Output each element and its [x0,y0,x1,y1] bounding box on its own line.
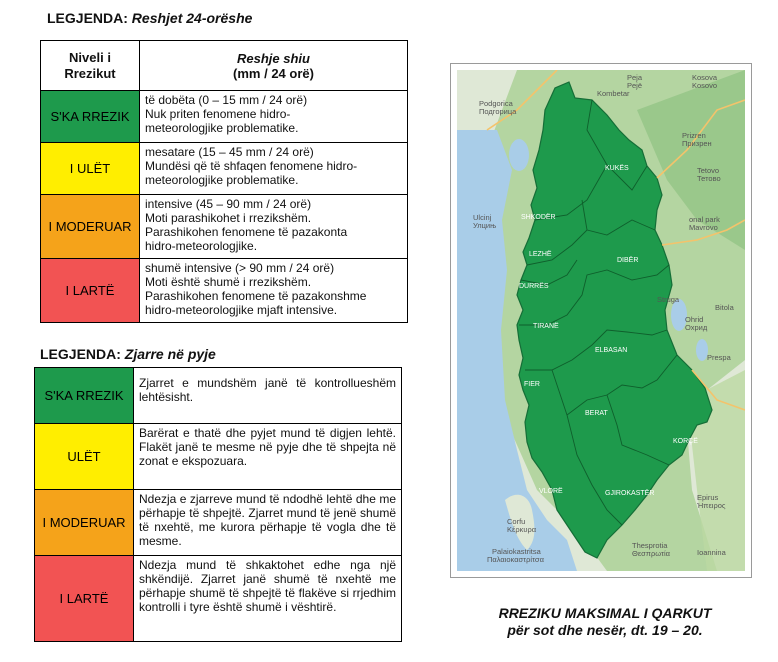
rain-desc-low-line: mesatare (15 – 45 mm / 24 orë) [145,145,314,159]
place-label: Κέρκυρα [507,525,537,534]
region-label-tirane: TIRANË [533,323,559,330]
place-label: Kosovo [692,81,718,90]
place-label: Peja [627,73,643,82]
rain-desc-high-line: hidro-meteorologjike mjaft intensive. [145,303,338,317]
place-label: Ulcinj [473,213,492,222]
place-label: Ioannina [697,548,726,557]
fire-desc-none: Zjarret e mundshëm janë të kontrollueshëm lehtësisht. [134,368,402,424]
place-label: Epirus [697,493,719,502]
place-label: Ohrid [685,315,704,324]
place-label: Охрид [685,323,708,332]
place-label: Podgorica [479,99,513,108]
place-label: Bitola [715,303,734,312]
rain-desc-none [140,91,408,143]
place-label: Mavrovo [689,223,718,232]
rain-header-desc [140,41,408,91]
rain-level-high: I LARTË [41,259,140,323]
fire-desc-high: Ndezja mund të shkaktohet edhe nga një shkëndijë. Zjarret janë shumë të nxehtë me përhapje shumë të shpejtë të flakëve si rrjedhim kontrolli i tyre është shumë i vështirë. [134,556,402,642]
place-label: Подгорица [479,107,517,116]
place-label: Struga [657,295,680,304]
fire-row-none [35,368,402,424]
place-label: Улцињ [473,221,497,230]
fire-level-low: ULËT [35,424,134,490]
region-label-diber: DIBËR [617,257,639,264]
rain-desc-none-line: meteorologjike problematike. [145,121,299,135]
fire-level-moderate: I MODERUAR [35,490,134,556]
place-label: Corfu [507,517,526,526]
fire-legend-title-bold: LEGJENDA: [40,346,121,362]
place-label: Призрен [682,139,712,148]
rain-desc-high-line: Parashikohen fenomene të pazakonshme [145,289,367,303]
place-label: Тетово [697,174,721,183]
rain-header-level [41,41,140,91]
place-label: Tetovo [697,166,720,175]
albania-map-svg [457,70,745,571]
map-frame [450,63,752,578]
region-label-kukes: KUKËS [605,165,629,172]
place-label: Kombetar [597,89,630,98]
rain-row-none [41,91,408,143]
rain-desc-low-line: meteorologjike problematike. [145,173,299,187]
fire-legend-title [40,346,216,362]
place-label: Pejë [627,81,643,90]
place-label: onal park [689,215,720,224]
rain-row-high [41,259,408,323]
fire-legend-title-italic: Zjarre në pyje [124,346,216,362]
rain-legend-table [40,40,408,323]
region-label-gjirokaster: GJIROKASTËR [605,490,655,497]
map-area[interactable] [457,70,745,571]
rain-desc-moderate [140,195,408,259]
fire-row-low [35,424,402,490]
map-caption-line2: për sot dhe nesër, dt. 19 – 20. [507,622,703,638]
rain-header-level-line1: Niveli i [69,49,111,65]
region-label-fier: FIER [524,381,540,388]
rain-level-low: I ULËT [41,143,140,195]
rain-desc-low [140,143,408,195]
region-label-lezhe: LEZHË [529,251,552,258]
region-label-durres: DURRËS [519,283,549,290]
rain-level-none: S'KA RREZIK [41,91,140,143]
rain-header-desc-line1: Reshje shiu [237,50,310,66]
place-label: Prespa [707,353,731,362]
lake-shkoder [509,139,529,171]
rain-level-moderate: I MODERUAR [41,195,140,259]
region-label-vlore: VLORË [539,488,563,495]
place-label: Ήπειρος [697,501,726,510]
map-caption-line1: RREZIKU MAKSIMAL I QARKUT [498,605,712,621]
fire-desc-low: Barërat e thatë dhe pyjet mund të digjen lehtë. Flakët janë te mesme në pyje dhe të shpejta në zonat e ekspozuara. [134,424,402,490]
place-label: Prizren [682,131,706,140]
rain-desc-high-line: shumë intensive (> 90 mm / 24 orë) [145,261,335,275]
place-label: Palaiokastritsa [492,547,541,556]
fire-level-high: I LARTË [35,556,134,642]
fire-legend-table [34,367,402,642]
rain-desc-low-line: Mundësi që të shfaqen fenomene hidro- [145,159,358,173]
fire-level-none: S'KA RREZIK [35,368,134,424]
rain-desc-high-line: Moti është shumë i rrezikshëm. [145,275,312,289]
rain-desc-moderate-line: intensive (45 – 90 mm / 24 orë) [145,197,312,211]
rain-legend-title-italic: Reshjet 24-orëshe [131,10,253,26]
rain-row-low [41,143,408,195]
place-label: Thesprotia [632,541,668,550]
rain-legend-title [47,10,252,26]
rain-desc-moderate-line: Parashikohen fenomene të pazakonta [145,225,348,239]
place-label: Θεσπρωτία [632,549,670,558]
fire-row-high [35,556,402,642]
place-label: Kosova [692,73,718,82]
rain-header-level-line2: Rrezikut [64,65,116,81]
rain-desc-none-line: Nuk priten fenomene hidro- [145,107,291,121]
place-label: Παλαιοκαστρίτσα [487,555,544,564]
map-caption [455,605,755,639]
rain-legend-title-bold: LEGJENDA: [47,10,128,26]
rain-desc-moderate-line: Moti parashikohet i rrezikshëm. [145,211,312,225]
rain-desc-none-line: të dobëta (0 – 15 mm / 24 orë) [145,93,308,107]
rain-desc-moderate-line: hidro-meteorologjike. [145,239,258,253]
rain-desc-high [140,259,408,323]
region-label-korce: KORÇË [673,438,698,445]
fire-desc-moderate: Ndezja e zjarreve mund të ndodhë lehtë dhe me përhapje të shpejtë. Zjarret mund të jenë shumë të nxehtë, me kurora përhapje të vogla dhe të mesme. [134,490,402,556]
region-label-elbasan: ELBASAN [595,347,628,354]
region-label-shkoder: SHKODËR [521,214,556,221]
region-label-berat: BERAT [585,410,608,417]
rain-header-desc-line2: (mm / 24 orë) [233,65,314,81]
rain-row-moderate [41,195,408,259]
fire-row-moderate [35,490,402,556]
